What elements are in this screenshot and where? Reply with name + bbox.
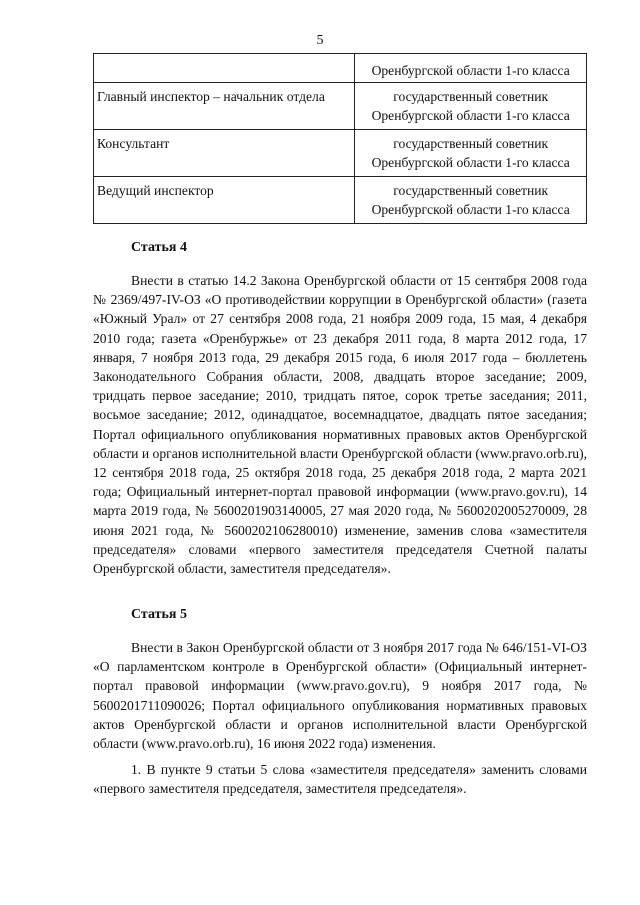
rank-cell: Оренбургской области 1-го класса <box>355 54 587 83</box>
table-row <box>94 83 587 130</box>
table-row <box>94 130 587 177</box>
article-4-text: Внести в статью 14.2 Закона Оренбургской области от 15 сентября 2008 года № 2369/497-IV-ОЗ «О противодействии коррупции в Оренбургской области» (газета «Южный Урал» от 27 сентября 2008 года, 21 ноября 2009 года, 15 мая, 4 декабря 2010 года; газета «Оренбуржье» от 23 декабря 2011 года, 8 марта 2012 года, 17 января, 7 ноября 2013 года, 29 декабря 2015 года, 6 июля 2017 года – бюллетень Законодательного Собрания области, 2008, двадцать второе заседание; 2009, тридцать первое заседание; 2010, тридцать пятое, сорок третье заседания; 2011, восьмое заседание; 2012, одинадцатое, восемнадцатое, двадцать пятое заседания; Портал официального опубликования нормативных правовых актов Оренбургской области и органов исполнительной власти Оренбургской области (www.pravo.orb.ru), 12 сентября 2018 года, 25 октября 2018 года, 25 декабря 2018 года, 2 марта 2021 года; Официальный интернет-портал правовой информации (www.pravo.gov.ru), 14 марта 2019 года, № 5600201903140005, 27 мая 2020 года, № 5600202005270009, 28 июня 2021 года, № 5600202106280010) изменение, заменив слова «заместителя председателя» словами «первого заместителя председателя Счетной палаты Оренбургской области, заместителя председателя». <box>93 273 587 577</box>
article-5-heading: Статья 5 <box>131 607 187 622</box>
position-cell <box>94 54 355 83</box>
article-5-item-1: 1. В пункте 9 статьи 5 слова «заместителя председателя» заменить словами «первого заместителя председателя, заместителя председателя». <box>93 762 587 797</box>
article-5-text: Внести в Закон Оренбургской области от 3 ноября 2017 года № 646/151-VI-ОЗ «О парламентском контроле в Оренбургской области» (Официальный интернет-портал правовой информации (www.pravo.gov.ru), 9 ноября 2017 года, № 5600201711090026; Портал официального опубликования нормативных правовых актов Оренбургской области и органов исполнительной власти Оренбургской области (www.pravo.orb.ru), 16 июня 2022 года) изменения. <box>93 640 587 752</box>
table-row <box>94 177 587 224</box>
article-4-heading: Статья 4 <box>131 240 187 255</box>
position-cell: Ведущий инспектор <box>94 177 355 224</box>
position-cell: Главный инспектор – начальник отдела <box>94 83 355 130</box>
position-cell: Консультант <box>94 130 355 177</box>
positions-ranks-table <box>93 53 587 224</box>
page-number: 5 <box>316 33 324 48</box>
rank-cell: государственный советник Оренбургской области 1-го класса <box>355 130 587 177</box>
rank-cell: государственный советник Оренбургской области 1-го класса <box>355 177 587 224</box>
table-row <box>94 54 587 83</box>
rank-cell: государственный советник Оренбургской области 1-го класса <box>355 83 587 130</box>
